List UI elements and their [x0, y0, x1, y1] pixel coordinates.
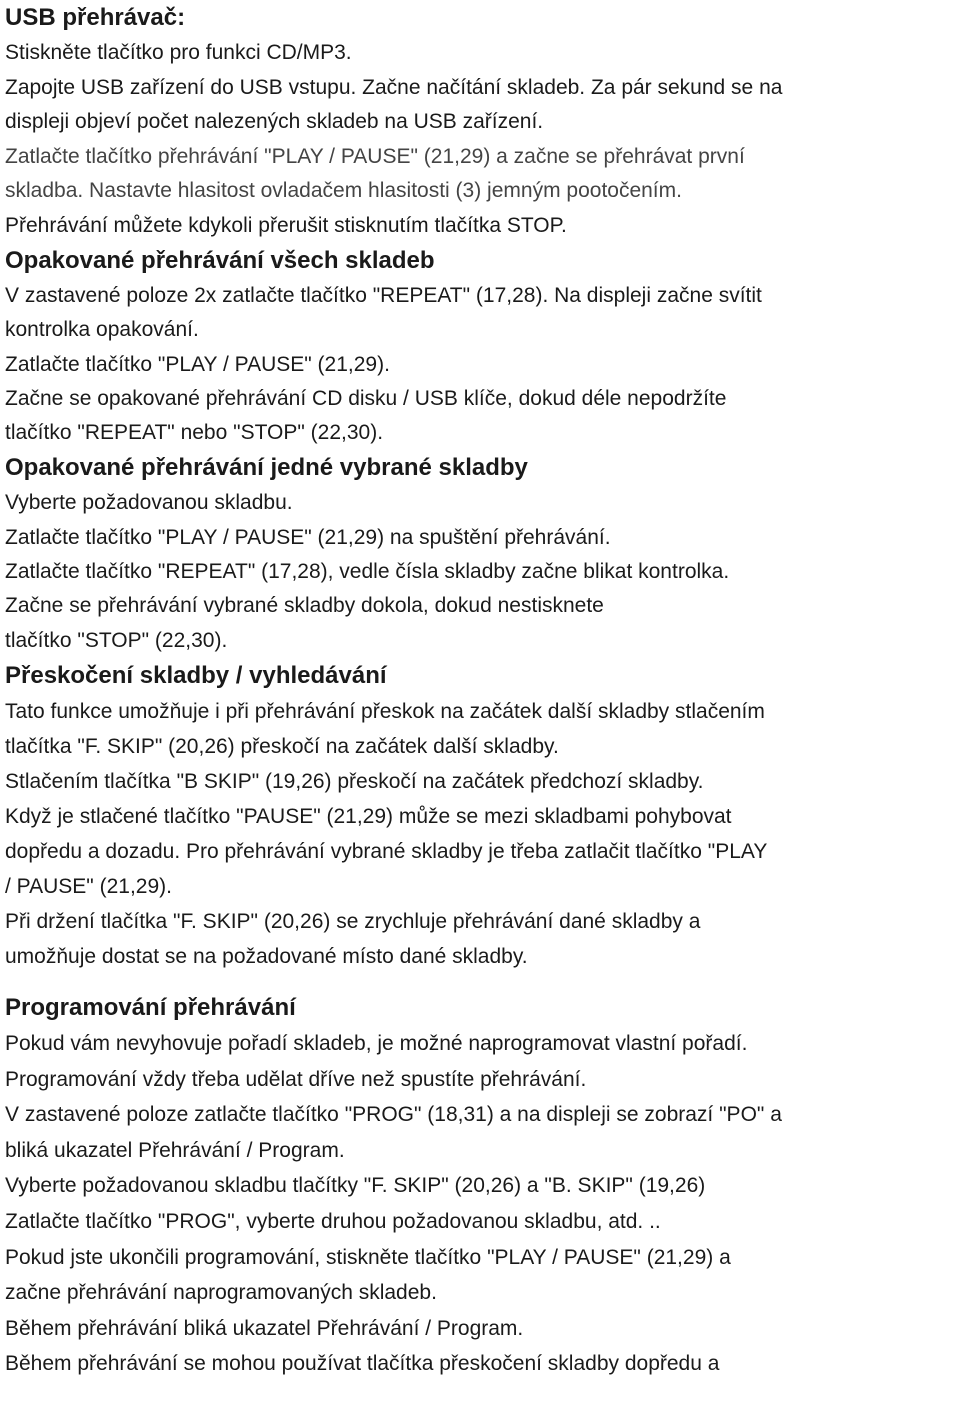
paragraph-line: V zastavené poloze 2x zatlačte tlačítko "REPEAT" (17,28). Na displeji začne svítit [5, 284, 762, 307]
paragraph-line: Začne se přehrávání vybrané skladby dokola, dokud nestisknete [5, 594, 604, 618]
paragraph-line: dopředu a dozadu. Pro přehrávání vybrané skladby je třeba zatlačit tlačítko "PLAY [5, 839, 768, 863]
paragraph-line: Zapojte USB zařízení do USB vstupu. Začne načítání skladeb. Za pár sekund se na [5, 75, 783, 99]
section-programming [5, 990, 960, 1382]
heading-repeat-one: Opakované přehrávání jedné vybrané skladby [5, 454, 528, 482]
paragraph-line: Zatlačte tlačítko "PLAY / PAUSE" (21,29) na spuštění přehrávání. [5, 525, 611, 549]
paragraph-line: Stlačením tlačítka "B SKIP" (19,26) přeskočí na začátek předchozí skladby. [5, 769, 704, 793]
section-skip-search [5, 658, 960, 974]
heading-skip-search: Přeskočení skladby / vyhledávání [5, 661, 387, 689]
paragraph-line: Vyberte požadovanou skladbu tlačítky "F. SKIP" (20,26) a "B. SKIP" (19,26) [5, 1174, 706, 1198]
section-usb-player [5, 0, 960, 243]
paragraph-line: Zatlačte tlačítko "REPEAT" (17,28), vedle čísla skladby začne blikat kontrolka. [5, 560, 730, 584]
paragraph-line: začne přehrávání naprogramovaných skladeb. [5, 1281, 437, 1305]
paragraph-line: Vyberte požadovanou skladbu. [5, 491, 293, 515]
section-repeat-one [5, 450, 960, 657]
paragraph-line: Během přehrávání se mohou používat tlačítka přeskočení skladby dopředu a [5, 1352, 720, 1376]
paragraph-line: bliká ukazatel Přehrávání / Program. [5, 1138, 345, 1162]
document-page [5, 0, 960, 1382]
paragraph-line: Tato funkce umožňuje i při přehrávání přeskok na začátek další skladby stlačením [5, 699, 765, 723]
paragraph-line: umožňuje dostat se na požadované místo dané skladby. [5, 944, 528, 968]
paragraph-line: skladba. Nastavte hlasitost ovladačem hlasitosti (3) jemným pootočením. [5, 179, 682, 202]
paragraph-line: Programování vždy třeba udělat dříve než spustíte přehrávání. [5, 1067, 587, 1091]
paragraph-line: Stiskněte tlačítko pro funkci CD/MP3. [5, 41, 352, 64]
paragraph-line: Při držení tlačítka "F. SKIP" (20,26) se zrychluje přehrávání dané skladby a [5, 909, 701, 933]
paragraph-line: Zatlačte tlačítko "PLAY / PAUSE" (21,29). [5, 352, 390, 376]
heading-programming: Programování přehrávání [5, 993, 296, 1021]
paragraph-line: kontrolka opakování. [5, 318, 199, 342]
paragraph-line: Přehrávání můžete kdykoli přerušit stisknutím tlačítka STOP. [5, 213, 567, 237]
paragraph-line: tlačítko "STOP" (22,30). [5, 628, 228, 652]
paragraph-line: / PAUSE" (21,29). [5, 874, 172, 898]
paragraph-line: Pokud vám nevyhovuje pořadí skladeb, je možné naprogramovat vlastní pořadí. [5, 1031, 748, 1055]
paragraph-line: displeji objeví počet nalezených skladeb na USB zařízení. [5, 110, 544, 133]
paragraph-line: Pokud jste ukončili programování, stiskněte tlačítko "PLAY / PAUSE" (21,29) a [5, 1245, 731, 1269]
heading-usb-player: USB přehrávač: [5, 4, 186, 31]
paragraph-line: tlačítka "F. SKIP" (20,26) přeskočí na začátek další skladby. [5, 734, 559, 758]
paragraph-line: Během přehrávání bliká ukazatel Přehrávání / Program. [5, 1316, 524, 1340]
paragraph-line: Zatlačte tlačítko přehrávání "PLAY / PAUSE" (21,29) a začne se přehrávat první [5, 144, 745, 168]
section-spacer [5, 974, 960, 990]
section-repeat-all [5, 243, 960, 450]
paragraph-line: V zastavené poloze zatlačte tlačítko "PROG" (18,31) a na displeji se zobrazí "PO" a [5, 1103, 782, 1127]
paragraph-line: Zatlačte tlačítko "PROG", vyberte druhou požadovanou skladbu, atd. .. [5, 1209, 661, 1233]
paragraph-line: Když je stlačené tlačítko "PAUSE" (21,29) může se mezi skladbami pohybovat [5, 804, 732, 828]
paragraph-line: tlačítko "REPEAT" nebo "STOP" (22,30). [5, 421, 384, 445]
heading-repeat-all: Opakované přehrávání všech skladeb [5, 247, 435, 274]
paragraph-line: Začne se opakované přehrávání CD disku / USB klíče, dokud déle nepodržíte [5, 386, 727, 410]
